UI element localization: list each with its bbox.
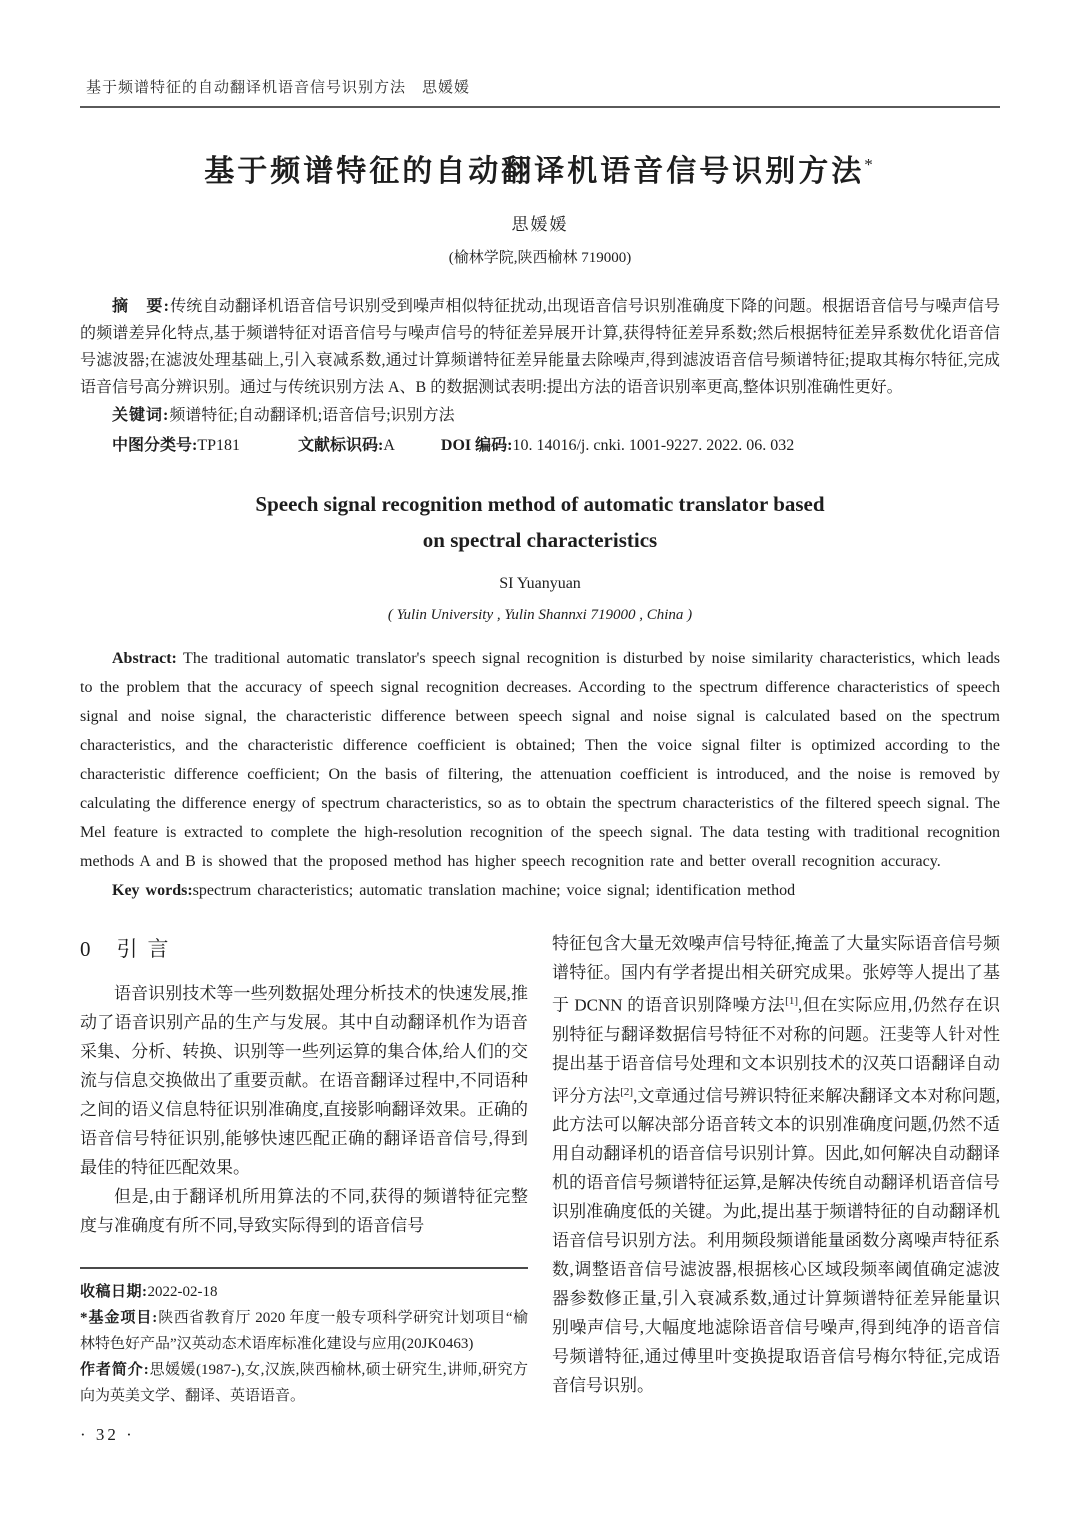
paper-title-en: Speech signal recognition method of automatic translator based on spectral characteristics xyxy=(255,492,825,552)
keywords-zh-text: 频谱特征;自动翻译机;语音信号;识别方法 xyxy=(169,407,455,424)
received-date-line: 收稿日期:2022-02-18 xyxy=(80,1284,218,1300)
title-footnote-asterisk: * xyxy=(864,155,876,174)
section-0-heading xyxy=(80,933,528,963)
fund-project-line: *基金项目:陕西省教育厅 2020 年度一般专项科学研究计划项目“榆林特色好产品”汉英动态术语库标准化建设与应用(20JK0463) xyxy=(80,1310,528,1352)
classification-line xyxy=(80,432,1000,460)
abstract-zh xyxy=(80,293,1000,401)
body-columns xyxy=(80,929,1000,1445)
abstract-en-text: The traditional automatic translator's speech signal recognition is disturbed by noise similarity characteristics, which leads to the problem that the accuracy of speech signal recognition decreases. According to the spectrum difference characteristics of speech signal and noise signal, the characteristic difference between speech signal and noise signal is calculated based on the spectrum characteristics, and the characteristic difference coefficient is obtained; Then the voice signal filter is optimized according to the characteristic difference coefficient; On the basis of filtering, the attenuation coefficient is introduced, and the noise is removed by calculating the difference energy of spectrum characteristics, so as to obtain the spectrum characteristics of the filtered speech signal. The Mel feature is extracted to complete the high-resolution recognition of the speech signal. The data testing with traditional recognition methods A and B is showed that the proposed method has higher speech recognition rate and better overall recognition accuracy. xyxy=(80,650,1000,870)
keywords-en-text: spectrum characteristics; automatic translation machine; voice signal; identification method xyxy=(192,882,796,899)
document-code: 文献标识码:A xyxy=(298,437,395,454)
left-column xyxy=(80,929,528,1445)
affiliation-zh: (榆林学院,陕西榆林 719000) xyxy=(448,250,632,266)
abstract-en-label: Abstract: xyxy=(112,650,177,667)
footnote-rule xyxy=(80,1267,528,1269)
paper-title-zh xyxy=(80,154,1000,190)
keywords-en xyxy=(80,876,1000,905)
abstract-zh-label: 摘 要: xyxy=(112,298,170,315)
clc-number: 中图分类号:TP181 xyxy=(112,437,241,454)
body-paragraph-continued: 特征包含大量无效噪声信号特征,掩盖了大量实际语音信号频谱特征。国内有学者提出相关研究成果。张婷等人提出了基于 DCNN 的语音识别降噪方法[1],但在实际应用,仍然存在识别特征与翻译数据信号特征不对称的问题。汪斐等人针对性提出基于语音信号处理和文本识别技术的汉英口语翻译自动评分方法[2],文章通过信号辨识特征来解决翻译文本对称问题,此方法可以解决部分语音转文本的识别准确度问题,仍然不适用自动翻译机的语音信号识别计算。因此,如何解决自动翻译机的语音信号频谱特征运算,是解决传统自动翻译机语音信号识别准确度低的关键。为此,提出基于频谱特征的自动翻译机语音信号识别方法。利用频段频谱能量函数分离噪声特征系数,调整语音信号滤波器,根据核心区域段频率阈值确定滤波器参数修正量,引入衰减系数,通过计算频谱特征差异能量识别噪声信号,大幅度地滤除语音信号噪声,得到纯净的语音信号频谱特征,通过傅里叶变换提取语音信号梅尔特征,完成语音信号识别。 xyxy=(552,934,1001,1396)
author-zh: 思媛媛 xyxy=(511,215,569,234)
header-rule xyxy=(80,106,1000,108)
footnote-block xyxy=(80,1267,528,1409)
affiliation-en: ( Yulin University , Yulin Shannxi 719000 , China ) xyxy=(387,607,693,623)
abstract-zh-text: 传统自动翻译机语音信号识别受到噪声相似特征扰动,出现语音信号识别准确度下降的问题。根据语音信号与噪声信号的频谱差异化特点,基于频谱特征对语音信号与噪声信号的特征差异展开计算,获得特征差异系数;然后根据特征差异系数优化语音信号滤波器;在滤波处理基础上,引入衰减系数,通过计算频谱特征差异能量去除噪声,得到滤波语音信号频谱特征;提取其梅尔特征,完成语音信号高分辨识别。通过与传统识别方法 A、B 的数据测试表明:提出方法的语音识别率更高,整体识别准确性更好。 xyxy=(80,298,1000,396)
doi-code: DOI 编码:10. 14016/j. cnki. 1001-9227. 2022. 06. 032 xyxy=(440,437,795,454)
right-column xyxy=(552,929,1000,1445)
page-number: · 32 · xyxy=(80,1425,135,1444)
body-paragraph: 语音识别技术等一些列数据处理分析技术的快速发展,推动了语音识别产品的生产与发展。其中自动翻译机作为语音采集、分析、转换、识别等一些列运算的集合体,给人们的交流与信息交换做出了重要贡献。在语音翻译过程中,不同语种之间的语义信息特征识别准确度,直接影响翻译效果。正确的语音信号特征识别,能够快速匹配正确的翻译语音信号,得到最佳的特征匹配效果。 xyxy=(80,984,528,1177)
body-paragraph: 但是,由于翻译机所用算法的不同,获得的频谱特征完整度与准确度有所不同,导致实际得到的语音信号 xyxy=(80,1187,528,1235)
keywords-zh-label: 关键词: xyxy=(112,407,170,424)
keywords-en-label: Key words: xyxy=(112,882,193,899)
abstract-en xyxy=(80,644,1000,876)
author-bio-line: 作者简介:思媛媛(1987-),女,汉族,陕西榆林,硕士研究生,讲师,研究方向为英美文学、翻译、英语语音。 xyxy=(80,1362,528,1404)
section-title: 引言 xyxy=(116,937,179,961)
section-number: 0 xyxy=(80,937,91,961)
author-en: SI Yuanyuan xyxy=(499,575,581,592)
keywords-zh xyxy=(80,402,1000,429)
running-header: 基于频谱特征的自动翻译机语音信号识别方法 思媛媛 xyxy=(86,80,471,96)
paper-title-text: 基于频谱特征的自动翻译机语音信号识别方法 xyxy=(204,155,865,188)
